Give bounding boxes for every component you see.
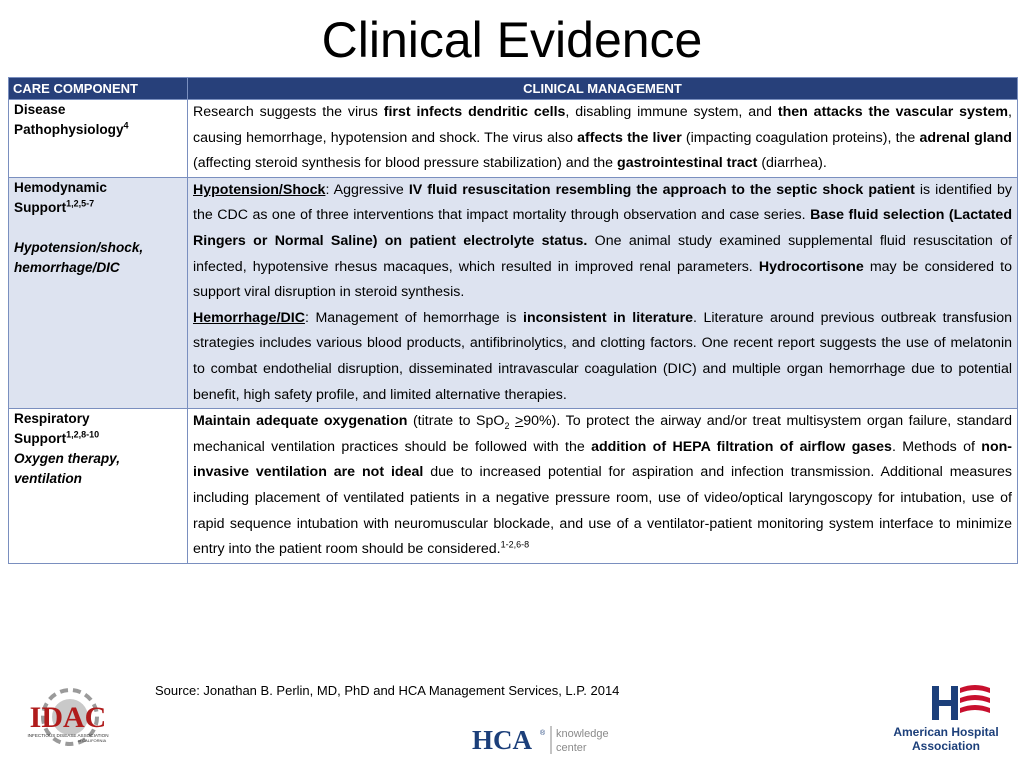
care-component-cell xyxy=(9,409,188,564)
reference-superscript: 4 xyxy=(123,120,129,131)
component-name-line2: Support xyxy=(14,199,67,215)
hca-registered-mark: ® xyxy=(540,730,546,737)
reference-superscript: 1-2,6-8 xyxy=(500,539,530,550)
clinical-management-cell xyxy=(188,177,1018,408)
table-row-respiratory-support xyxy=(9,409,1018,564)
slide-title: Clinical Evidence xyxy=(321,12,703,68)
text-run: , causing hemorrhage, hypotension and shock. The virus also xyxy=(193,104,1012,146)
source-citation: Source: Jonathan B. Perlin, MD, PhD and HCA Management Services, L.P. 2014 xyxy=(155,683,620,698)
text-run: 90%). To protect the airway and/or treat multisystem organ failure, standard mechanical ventilation practices should be followed with the xyxy=(193,413,1012,455)
reference-superscript: 1,2,8-10 xyxy=(66,429,100,440)
component-subtitle-line1: Oxygen therapy, xyxy=(14,451,121,467)
bold-run: Maintain adequate oxygenation xyxy=(193,413,408,430)
aha-logo xyxy=(878,680,1014,756)
hca-logo xyxy=(470,722,620,758)
hca-logo-text: HCA xyxy=(472,725,532,755)
text-run: (diarrhea). xyxy=(757,155,827,172)
text-run: (titrate to SpO xyxy=(407,413,505,430)
hca-center-text: center xyxy=(556,742,587,754)
bold-run: first infects dendritic cells xyxy=(383,104,566,120)
text-run: , disabling immune system, and xyxy=(565,104,778,120)
component-name-line2: Pathophysiology xyxy=(14,122,124,137)
header-care-component: CARE COMPONENT xyxy=(9,78,188,100)
text-run: is identified by the CDC as one of three interventions that impact mortality through observation and case series. xyxy=(193,181,1012,224)
text-run: One animal study examined supplemental fluid resuscitation of infected, hypotensive rhesus macaques, which resulted in improved renal parameters. xyxy=(193,232,1013,275)
component-name-line2: Support xyxy=(14,431,67,447)
aha-logo-line1: American Hospital xyxy=(893,725,999,739)
clinical-management-cell xyxy=(188,409,1018,564)
bold-run: Base fluid selection (Lactated Ringers or Normal Saline) on patient electrolyte status. xyxy=(193,207,1012,249)
bold-run: inconsistent in literature xyxy=(523,309,693,326)
underlined-heading: Hypotension/Shock xyxy=(193,181,326,198)
reference-superscript: 1,2,5-7 xyxy=(66,198,95,209)
clinical-management-cell xyxy=(188,100,1018,178)
care-component-cell xyxy=(9,100,188,178)
text-run: . Methods of xyxy=(891,438,982,455)
bold-run: affects the liver xyxy=(577,129,682,146)
text-run: : Aggressive xyxy=(325,181,409,198)
bold-run: IV fluid resuscitation resembling the approach to the septic shock patient xyxy=(408,181,915,198)
text-run: due to increased potential for aspiration and infection transmission. Additional measures including placement of ventilated patients in a negative pressure room, use of video/optical laryngoscopy for intubation, use of rapid sequence intubation with neuromuscular blockade, and use of a ventilator-patient monitoring system interface to minimize entry into the patient room should be considered. xyxy=(193,464,1012,558)
text-run: Research suggests the virus xyxy=(193,104,384,120)
text-run: (affecting steroid synthesis for blood pressure stabilization) and the xyxy=(193,155,618,172)
text-run: : Management of hemorrhage is xyxy=(304,309,524,326)
idac-logo-subtext: INFECTIOUS DISEASE ASSOCIATION xyxy=(27,733,109,738)
component-subtitle-line1: Hypotension/shock, xyxy=(14,239,144,255)
table-row-disease-pathophysiology xyxy=(9,100,1018,178)
table-row-hemodynamic-support xyxy=(9,177,1018,408)
text-run: . Literature around previous outbreak transfusion strategies includes various blood products, antifibrinolytics, and clotting factors. One recent report suggests the use of melatonin to combat endothelial disruption, disseminated intravascular coagulation (DIC) and multiple organ hemorrhage due to potential benefit, high safety profile, and limited alternative therapies. xyxy=(193,309,1012,403)
component-subtitle-line2: hemorrhage/DIC xyxy=(14,259,120,275)
aha-logo-line2: Association xyxy=(911,739,981,753)
header-clinical-management: CLINICAL MANAGEMENT xyxy=(188,78,1018,100)
underlined-heading: Hemorrhage/DIC xyxy=(193,309,305,326)
greater-equal-sign: > xyxy=(514,413,524,430)
bold-run: adrenal gland xyxy=(919,129,1012,146)
bold-run: then attacks the vascular system xyxy=(777,104,1009,120)
component-name-line1: Respiratory xyxy=(14,411,90,427)
table-header-row xyxy=(9,78,1018,100)
bold-run: gastrointestinal tract xyxy=(617,155,758,172)
bold-run: non-invasive ventilation are not ideal xyxy=(193,438,1013,481)
text-run: may be considered to support viral disruption in steroid synthesis. xyxy=(193,258,1012,301)
component-name-line1: Disease xyxy=(14,102,66,117)
hca-knowledge-text: knowledge xyxy=(556,728,609,740)
idac-logo xyxy=(12,683,124,763)
component-subtitle-line2: ventilation xyxy=(14,471,82,487)
idac-logo-subtext2: of CALIFORNIA xyxy=(77,738,107,743)
subscript: 2 xyxy=(504,420,510,431)
care-component-cell xyxy=(9,177,188,408)
component-name-line1: Hemodynamic xyxy=(14,179,107,195)
bold-run: Hydrocortisone xyxy=(758,258,864,275)
clinical-evidence-table xyxy=(8,77,1018,564)
idac-logo-text: IDAC xyxy=(29,701,107,734)
text-run: (impacting coagulation proteins), the xyxy=(681,129,920,146)
aha-flag-icon xyxy=(932,685,990,720)
bold-run: addition of HEPA filtration of airflow gases xyxy=(591,438,892,455)
